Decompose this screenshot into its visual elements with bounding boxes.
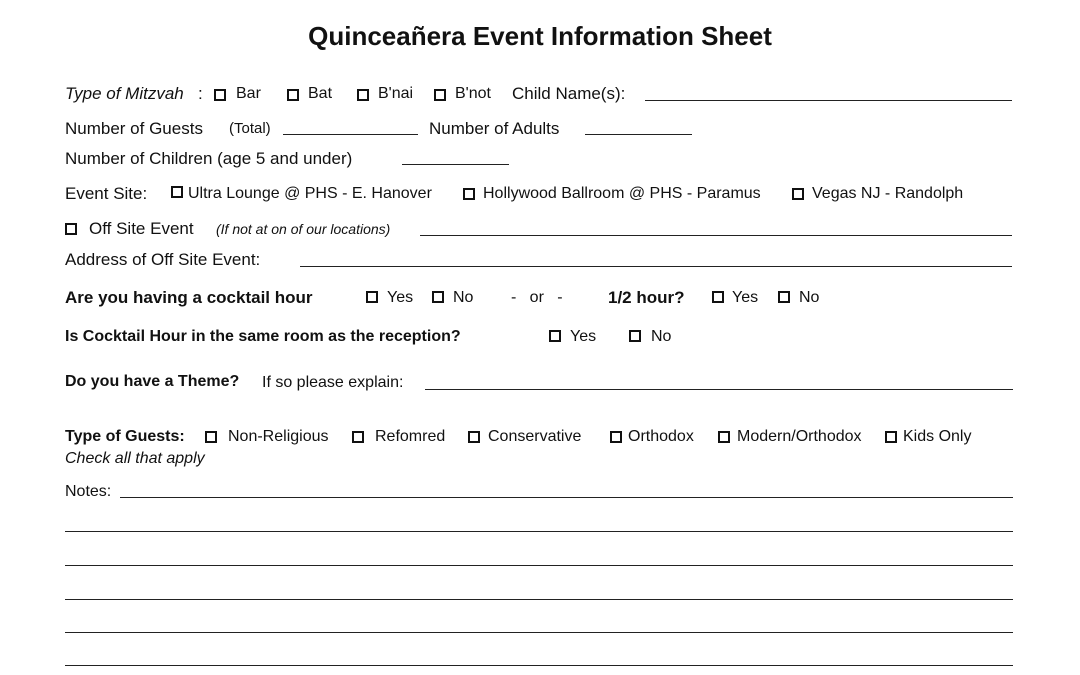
guest-orthodox-label: Orthodox: [628, 428, 694, 445]
guests-label: Number of Guests: [65, 119, 203, 138]
theme-field[interactable]: [425, 389, 1013, 390]
cocktail-yes-label: Yes: [387, 289, 414, 306]
notes-line[interactable]: [65, 632, 1013, 633]
guest-types-label: Type of Guests:: [65, 428, 185, 445]
notes-line[interactable]: [65, 599, 1013, 600]
guest-modern-orthodox-checkbox[interactable]: [718, 431, 730, 443]
guest-reformed-label: Refomred: [375, 428, 446, 445]
half-hour-question: 1/2 hour?: [608, 288, 685, 307]
bat-label: Bat: [308, 85, 333, 102]
half-hour-no-label: No: [799, 289, 820, 306]
adults-label: Number of Adults: [429, 119, 560, 138]
bat-checkbox[interactable]: [287, 89, 299, 101]
off-site-label: Off Site Event: [89, 219, 194, 238]
half-hour-no-checkbox[interactable]: [778, 291, 790, 303]
bar-label: Bar: [236, 85, 261, 102]
guest-types-hint: Check all that apply: [65, 450, 205, 467]
same-room-yes-checkbox[interactable]: [549, 330, 561, 342]
children-field[interactable]: [402, 164, 509, 165]
bnai-label: B'nai: [378, 85, 414, 102]
bnot-label: B'not: [455, 85, 491, 102]
site-ultra-lounge-checkbox[interactable]: [171, 186, 183, 198]
cocktail-no-checkbox[interactable]: [432, 291, 444, 303]
guest-conservative-checkbox[interactable]: [468, 431, 480, 443]
cocktail-yes-checkbox[interactable]: [366, 291, 378, 303]
site-hollywood-label: Hollywood Ballroom @ PHS - Paramus: [483, 185, 761, 202]
children-label: Number of Children (age 5 and under): [65, 149, 353, 168]
guests-total-note: (Total): [229, 120, 271, 137]
site-vegas-checkbox[interactable]: [792, 188, 804, 200]
child-names-field[interactable]: [645, 100, 1012, 101]
event-site-label: Event Site:: [65, 184, 148, 203]
page-title: Quinceañera Event Information Sheet: [308, 21, 772, 51]
site-hollywood-checkbox[interactable]: [463, 188, 475, 200]
site-ultra-lounge-label: Ultra Lounge @ PHS - E. Hanover: [188, 185, 432, 202]
guest-reformed-checkbox[interactable]: [352, 431, 364, 443]
guest-kids-only-label: Kids Only: [903, 428, 972, 445]
site-vegas-label: Vegas NJ - Randolph: [812, 185, 964, 202]
address-label: Address of Off Site Event:: [65, 250, 261, 269]
same-room-yes-label: Yes: [570, 328, 597, 345]
mitzvah-colon: :: [198, 84, 203, 103]
off-site-field[interactable]: [420, 235, 1012, 236]
notes-line[interactable]: [65, 531, 1013, 532]
or-separator: - or -: [511, 289, 563, 306]
guest-conservative-label: Conservative: [488, 428, 582, 445]
same-room-no-label: No: [651, 328, 672, 345]
guest-non-religious-checkbox[interactable]: [205, 431, 217, 443]
adults-field[interactable]: [585, 134, 692, 135]
child-names-label: Child Name(s):: [512, 84, 626, 103]
notes-line[interactable]: [120, 497, 1013, 498]
off-site-checkbox[interactable]: [65, 223, 77, 235]
notes-label: Notes:: [65, 483, 112, 500]
guest-kids-only-checkbox[interactable]: [885, 431, 897, 443]
notes-line[interactable]: [65, 565, 1013, 566]
theme-question: Do you have a Theme?: [65, 373, 240, 390]
notes-line[interactable]: [65, 665, 1013, 666]
theme-explain-label: If so please explain:: [262, 374, 404, 391]
guests-field[interactable]: [283, 134, 418, 135]
cocktail-question: Are you having a cocktail hour: [65, 288, 313, 307]
off-site-note: (If not at on of our locations): [216, 221, 391, 237]
mitzvah-label: Type of Mitzvah: [65, 84, 184, 103]
bar-checkbox[interactable]: [214, 89, 226, 101]
half-hour-yes-checkbox[interactable]: [712, 291, 724, 303]
same-room-question: Is Cocktail Hour in the same room as the reception?: [65, 328, 461, 345]
half-hour-yes-label: Yes: [732, 289, 759, 306]
cocktail-no-label: No: [453, 289, 474, 306]
guest-non-religious-label: Non-Religious: [228, 428, 329, 445]
address-field[interactable]: [300, 266, 1012, 267]
same-room-no-checkbox[interactable]: [629, 330, 641, 342]
guest-orthodox-checkbox[interactable]: [610, 431, 622, 443]
bnot-checkbox[interactable]: [434, 89, 446, 101]
bnai-checkbox[interactable]: [357, 89, 369, 101]
guest-modern-orthodox-label: Modern/Orthodox: [737, 428, 862, 445]
